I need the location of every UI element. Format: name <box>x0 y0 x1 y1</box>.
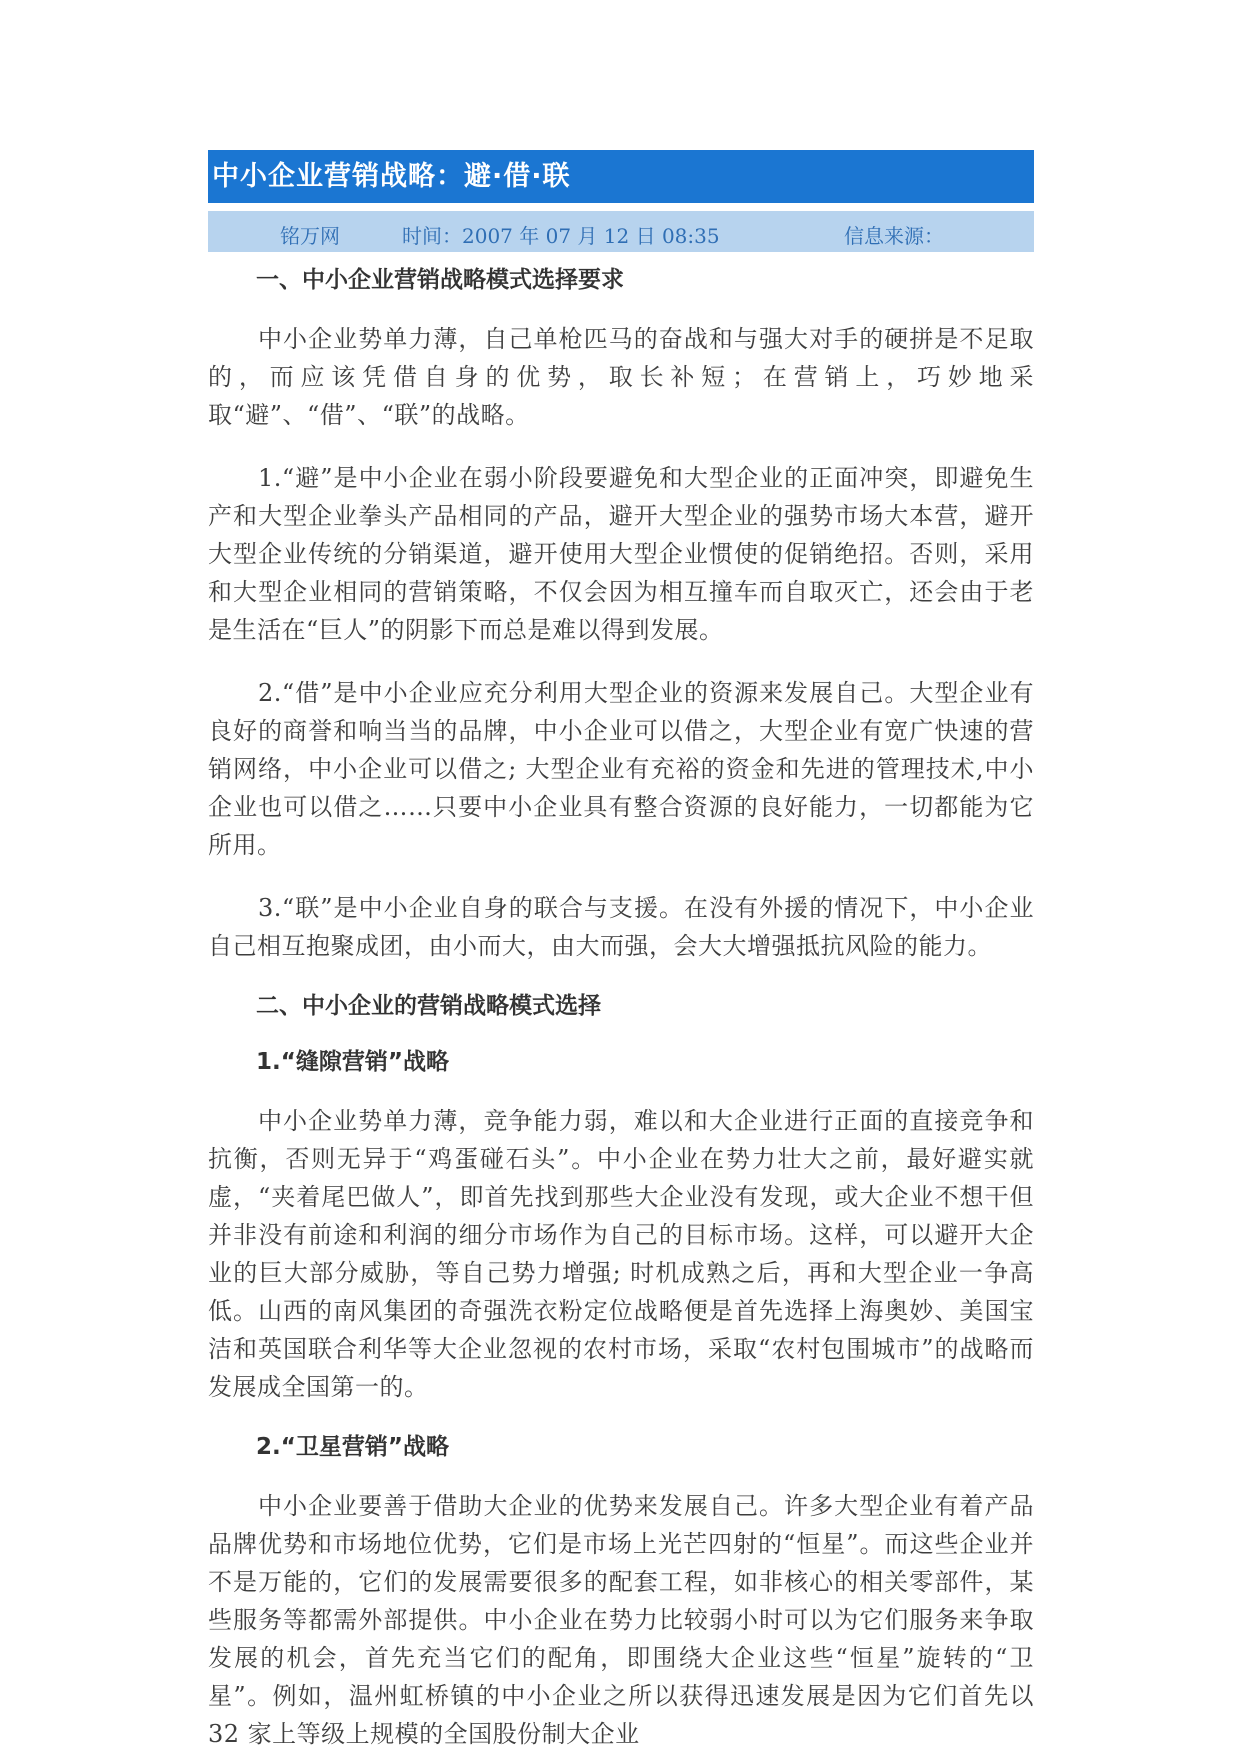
section-heading-1: 一、中小企业营销战略模式选择要求 <box>256 267 624 293</box>
subsection-heading-niche-marketing: 1.“缝隙营销”战略 <box>256 1049 449 1075</box>
paragraph-unite: 3.“联”是中小企业自身的联合与支援。在没有外援的情况下，中小企业自己相互抱聚成团，由小而大，由大而强，会大大增强抵抗风险的能力。 <box>208 894 1034 960</box>
info-source-label: 信息来源： <box>844 224 944 248</box>
paragraph-niche-marketing: 中小企业势单力薄，竞争能力弱，难以和大企业进行正面的直接竞争和抗衡，否则无异于“鸡蛋碰石头”。中小企业在势力壮大之前，最好避实就虚，“夹着尾巴做人”，即首先找到那些大企业没有发现，或大企业不想干但并非没有前途和利润的细分市场作为自己的目标市场。这样，可以避开大企业的巨大部分威胁，等自己势力增强; 时机成熟之后，再和大型企业一争高低。山西的南风集团的奇强洗衣粉定位战略便是首先选择上海奥妙、美国宝洁和英国联合利华等大企业忽视的农村市场，采取“农村包围城市”的战略而发展成全国第一的。 <box>208 1107 1034 1401</box>
paragraph-intro: 中小企业势单力薄，自己单枪匹马的奋战和与强大对手的硬拼是不足取的，而应该凭借自身的优势，取长补短；在营销上，巧妙地采取“避”、“借”、“联”的战略。 <box>208 325 1034 429</box>
paragraph-borrow: 2.“借”是中小企业应充分利用大型企业的资源来发展自己。大型企业有良好的商誉和响当当的品牌，中小企业可以借之，大型企业有宽广快速的营销网络，中小企业可以借之; 大型企业有充裕的资金和先进的管理技术,中小企业也可以借之……只要中小企业具有整合资源的良好能力，一切都能为它所用。 <box>208 679 1034 859</box>
article-title: 中小企业营销战略：避·借·联 <box>212 161 571 192</box>
article-body <box>208 265 1034 1753</box>
source-site-label: 铭万网 <box>280 224 340 248</box>
article-title-bar <box>208 150 1034 203</box>
article-meta-bar <box>208 211 1034 252</box>
publish-time-label: 时间：2007 年 07 月 12 日 08:35 <box>402 224 720 248</box>
document-page <box>208 150 1034 1753</box>
section-heading-2: 二、中小企业的营销战略模式选择 <box>256 993 601 1019</box>
subsection-heading-satellite-marketing: 2.“卫星营销”战略 <box>256 1434 449 1460</box>
paragraph-satellite-marketing: 中小企业要善于借助大企业的优势来发展自己。许多大型企业有着产品品牌优势和市场地位优势，它们是市场上光芒四射的“恒星”。而这些企业并不是万能的，它们的发展需要很多的配套工程，如非核心的相关零部件，某些服务等都需外部提供。中小企业在势力比较弱小时可以为它们服务来争取发展的机会，首先充当它们的配角，即围绕大企业这些“恒星”旋转的“卫星”。例如，温州虹桥镇的中小企业之所以获得迅速发展是因为它们首先以 32 家上等级上规模的全国股份制大企业 <box>208 1492 1034 1748</box>
paragraph-avoid: 1.“避”是中小企业在弱小阶段要避免和大型企业的正面冲突，即避免生产和大型企业拳头产品相同的产品，避开大型企业的强势市场大本营，避开大型企业传统的分销渠道，避开使用大型企业惯使的促销绝招。否则，采用和大型企业相同的营销策略，不仅会因为相互撞车而自取灭亡，还会由于老是生活在“巨人”的阴影下而总是难以得到发展。 <box>208 464 1034 644</box>
